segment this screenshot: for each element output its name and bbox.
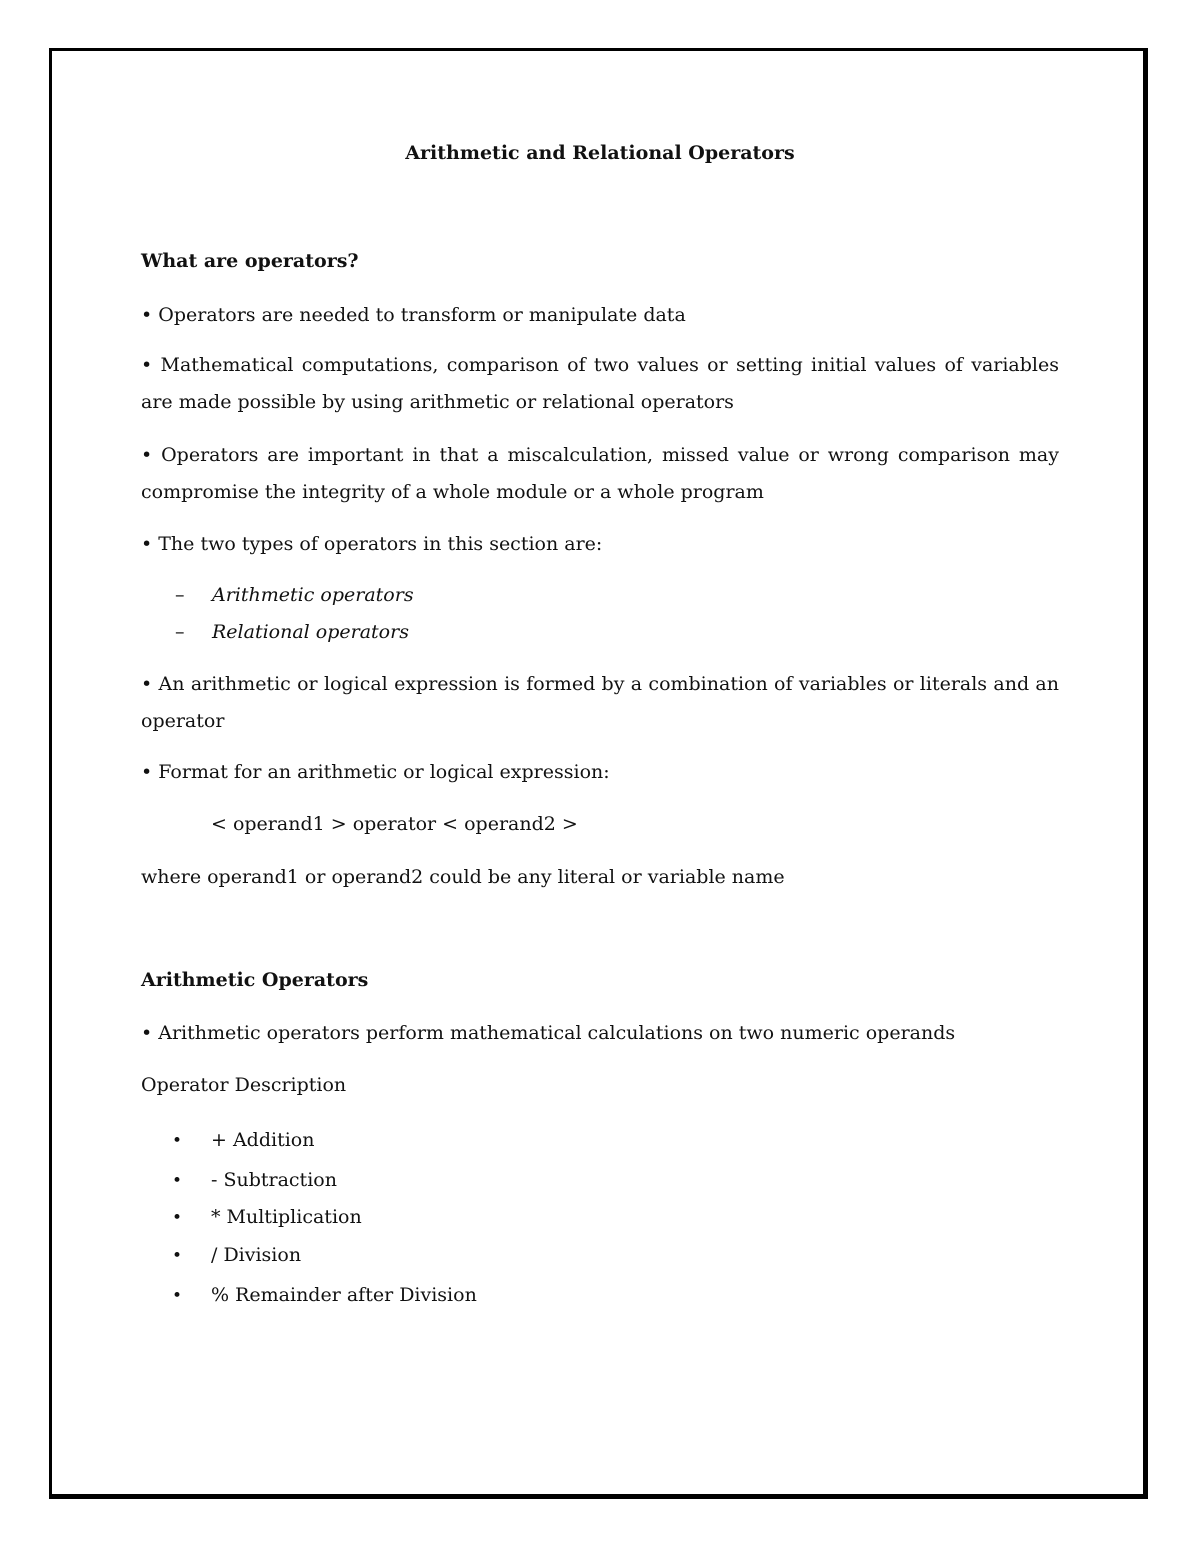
bullet-marker: • <box>172 1246 183 1266</box>
operator-text: % Remainder after Division <box>211 1284 477 1306</box>
operator-list-item <box>172 1206 362 1228</box>
operator-list-item <box>172 1244 301 1266</box>
operator-text: + Addition <box>211 1129 315 1151</box>
section-heading-arithmetic-operators: Arithmetic Operators <box>141 969 369 991</box>
operator-list-item <box>172 1169 337 1191</box>
bullet-marker: • <box>172 1208 183 1228</box>
operator-type-item <box>175 621 409 643</box>
expression-format: < operand1 > operator < operand2 > <box>211 813 578 835</box>
operator-table-header: Operator Description <box>141 1074 347 1096</box>
bullet-paragraph: • Operators are important in that a miscalculation, missed value or wrong comparison may compromise the integrity of a whole module or a whole program <box>141 444 1059 503</box>
dash-marker: – <box>175 621 185 643</box>
operator-type-item <box>175 584 414 606</box>
bullet-paragraph: • The two types of operators in this section are: <box>141 533 603 555</box>
bullet-paragraph: • Operators are needed to transform or manipulate data <box>141 304 686 326</box>
operator-text: - Subtraction <box>211 1169 337 1191</box>
operator-text: / Division <box>211 1244 302 1266</box>
bullet-paragraph: • Arithmetic operators perform mathematical calculations on two numeric operands <box>141 1022 956 1044</box>
bullet-paragraph: • An arithmetic or logical expression is formed by a combination of variables or literals and an operator <box>141 673 1059 732</box>
operator-list-item <box>172 1284 477 1306</box>
operator-list-item <box>172 1129 314 1151</box>
operator-type-label: Arithmetic operators <box>212 584 414 606</box>
dash-marker: – <box>175 584 185 606</box>
bullet-marker: • <box>172 1171 183 1191</box>
bullet-paragraph: • Mathematical computations, comparison of two values or setting initial values of variables are made possible by using arithmetic or relational operators <box>141 354 1059 413</box>
bullet-marker: • <box>172 1131 183 1151</box>
document-title: Arithmetic and Relational Operators <box>405 142 795 164</box>
operator-text: * Multiplication <box>211 1206 362 1228</box>
operator-type-label: Relational operators <box>212 621 409 643</box>
bullet-marker: • <box>172 1286 183 1306</box>
bullet-paragraph: • Format for an arithmetic or logical expression: <box>141 761 610 783</box>
format-note: where operand1 or operand2 could be any literal or variable name <box>141 866 785 888</box>
section-heading-what-are-operators: What are operators? <box>141 250 359 272</box>
